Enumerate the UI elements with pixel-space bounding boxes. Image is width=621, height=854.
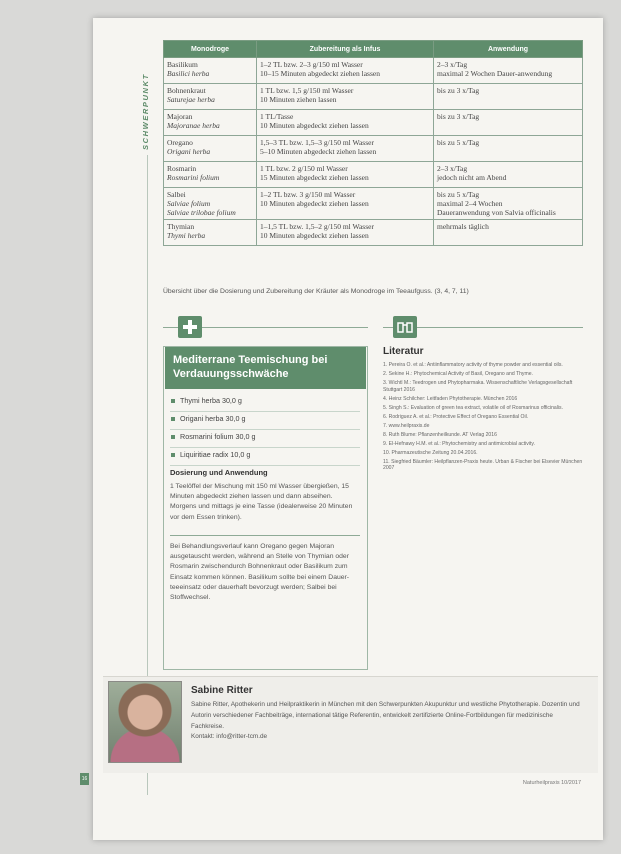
table-row [164, 58, 583, 84]
use-cell: 2–3 x/Tag maximal 2 Wochen Dauer-anwendung [434, 58, 583, 84]
list-item: Liquiritiae radix 10,0 g [170, 448, 360, 466]
dosage-heading: Dosierung und Anwendung [170, 468, 268, 477]
prep-cell: 1–2 TL bzw. 2–3 g/150 ml Wasser 10–15 Minuten abgedeckt ziehen lassen [257, 58, 434, 84]
table-row [164, 136, 583, 162]
use-cell: bis zu 5 x/Tag maximal 2–4 Wochen Daueranwendung von Salvia officinalis [434, 188, 583, 220]
recipe-divider [170, 535, 360, 536]
list-item: Thymi herba 30,0 g [170, 394, 360, 412]
author-name: Sabine Ritter [191, 685, 253, 696]
herb-cell: Majoran Majoranae herba [164, 110, 257, 136]
table-row [164, 110, 583, 136]
list-item: 1. Pereira O. et al.: Antiinflammatory activity of thyme powder and essential oils. [383, 362, 563, 368]
dosage-table [163, 40, 583, 246]
literature-list [383, 362, 583, 474]
book-icon [393, 316, 417, 338]
plus-icon [178, 316, 202, 338]
note-text: Bei Behandlungsverlauf kann Oregano gegen Majoran ausgetauscht werden, während an Stelle von Thymian oder Rosmarin zwischendurch Bohnenkraut oder Basilikum zum Einsatz kommen können. Basilikum sollte bei einem Dauer-teeeinsatz oder dauerhaft bevorzugt werden; Salbei bei Stoffwechsel. [170, 543, 350, 602]
prep-cell: 1 TL bzw. 2 g/150 ml Wasser 15 Minuten abgedeckt ziehen lassen [257, 162, 434, 188]
list-item: 4. Heinz Schilcher: Leitfaden Phytotherapie. München 2016 [383, 395, 518, 402]
use-cell: 2–3 x/Tag jedoch nicht am Abend [434, 162, 583, 188]
prep-cell: 1–1,5 TL bzw. 1,5–2 g/150 ml Wasser 10 Minuten abgedeckt ziehen lassen [257, 220, 434, 246]
table-row [164, 162, 583, 188]
herb-cell: Oregano Origani herba [164, 136, 257, 162]
dosage-text: 1 Teelöffel der Mischung mit 150 ml Wasser übergießen, 15 Minuten abgedeckt ziehen lassen und dann abseihen. Morgens und mittags je eine Tasse (idealerweise 20 Minuten vor dem Essen trinken). [170, 483, 353, 521]
use-cell: bis zu 5 x/Tag [434, 136, 583, 162]
prep-cell: 1,5–3 TL bzw. 1,5–3 g/150 ml Wasser 5–10 Minuten abgedeckt ziehen lassen [257, 136, 434, 162]
use-cell: bis zu 3 x/Tag [434, 84, 583, 110]
list-item: Origani herba 30,0 g [170, 412, 360, 430]
author-contact: Kontakt: info@ritter-tcm.de [191, 733, 268, 741]
literature-heading: Literatur [383, 346, 424, 357]
prep-cell: 1–2 TL bzw. 3 g/150 ml Wasser 10 Minuten abgedeckt ziehen lassen [257, 188, 434, 220]
list-item: 3. Wichtl M.: Teedrogen und Phytopharmaka. Wissenschaftliche Verlagsgesellschaft Stuttgart 2016 [383, 380, 573, 393]
table-caption: Übersicht über die Dosierung und Zubereitung der Kräuter als Monodroge im Teeaufguss. (3, 4, 7, 11) [163, 288, 469, 295]
herb-cell: Rosmarin Rosmarini folium [164, 162, 257, 188]
author-photo [108, 681, 182, 763]
list-item: 11. Siegfried Bäumler: Heilpflanzen-Praxis heute. Urban & Fischer bei Elsevier München 2007 [383, 458, 583, 472]
list-item: 5. Singh S.: Evaluation of green tea extract, volatile oil of Rosmarinus officinalis. [383, 404, 563, 411]
prep-cell: 1 TL/Tasse 10 Minuten abgedeckt ziehen lassen [257, 110, 434, 136]
table-header-anwendung: Anwendung [434, 41, 583, 58]
use-cell: bis zu 3 x/Tag [434, 110, 583, 136]
author-bio: Sabine Ritter, Apothekerin und Heilpraktikerin in München mit den Schwerpunkten Akupunktur und westliche Phytotherapie. Dozentin und Autorin verschiedener Fachbeiträge, international tätige Referentin, entwickelt zertifizierte Online-Fortbildungen für medizinische Fachkreise. Kontakt: info@ritter-tcm.de [191, 701, 580, 741]
herb-cell: Bohnenkraut Saturejae herba [164, 84, 257, 110]
ingredient-list [170, 394, 360, 466]
list-item: 6. Rodriguez A. et al.: Protective Effect of Oregano Essential Oil. [383, 413, 529, 420]
recipe-title: Mediterrane Teemischung bei Verdauungsschwäche [165, 347, 366, 389]
table-row [164, 220, 583, 246]
page-number: 16 [80, 773, 89, 785]
prep-cell: 1 TL bzw. 1,5 g/150 ml Wasser 10 Minuten ziehen lassen [257, 84, 434, 110]
table-header-monodroge: Monodroge [164, 41, 257, 58]
list-item: 7. www.heilpraxis.de [383, 422, 430, 429]
magazine-footer: Naturheilpraxis 10/2017 [522, 780, 581, 786]
list-item: Rosmarini folium 30,0 g [170, 430, 360, 448]
list-item: 8. Ruth Blume: Pflanzenheilkunde. AT Verlag 2016 [383, 431, 497, 438]
section-label: SCHWERPUNKT [141, 73, 150, 150]
table-row [164, 84, 583, 110]
herb-cell: Thymian Thymi herba [164, 220, 257, 246]
herb-cell: Salbei Salviae folium Salviae trilobae folium [164, 188, 257, 220]
list-item: 9. El-Hefnawy H.M. et al.: Phytochemistry and antimicrobial activity. [383, 440, 535, 447]
list-item: 10. Pharmazeutische Zeitung 20.04.2016. [383, 449, 478, 456]
herb-cell: Basilikum Basilici herba [164, 58, 257, 84]
table-header-zubereitung: Zubereitung als Infus [257, 41, 434, 58]
use-cell: mehrmals täglich [434, 220, 583, 246]
table-row [164, 188, 583, 220]
list-item: 2. Sekine H.: Phytochemical Activity of Basil, Oregano and Thyme. [383, 371, 533, 377]
